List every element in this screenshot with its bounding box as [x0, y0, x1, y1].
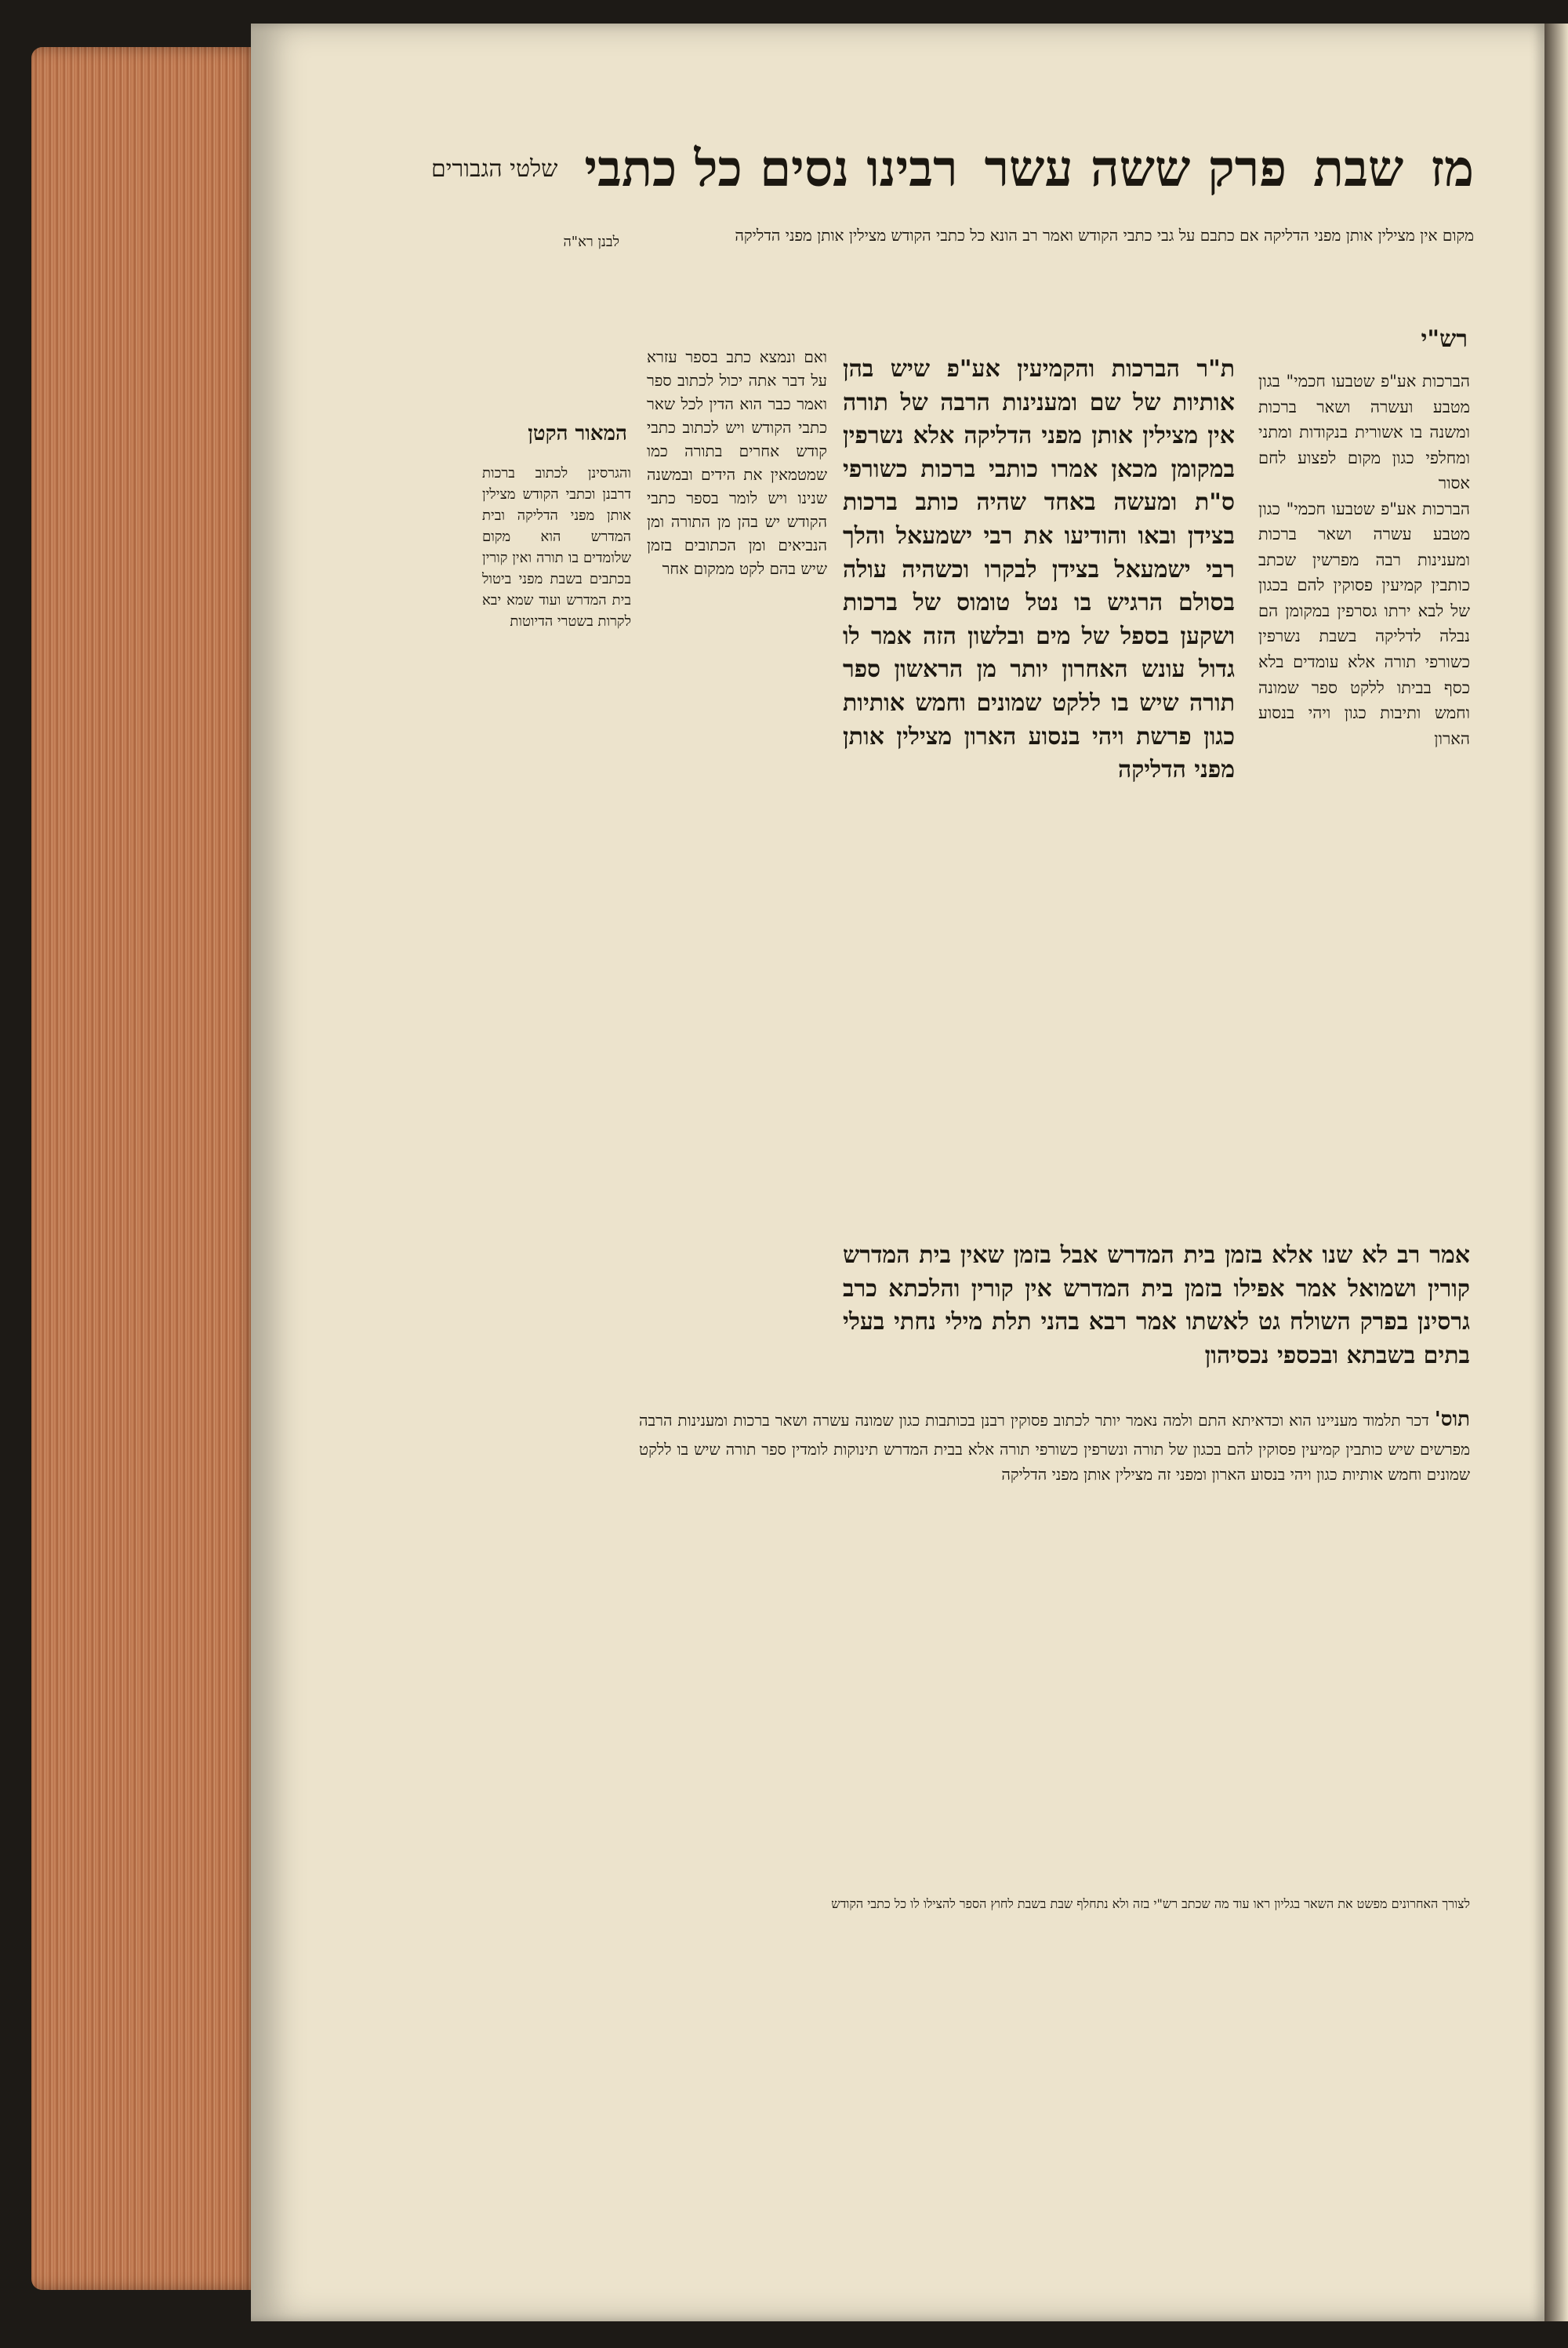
side-label: שלטי הגבורים: [430, 154, 558, 183]
maor-column: [482, 463, 631, 632]
tosafot-column: [647, 345, 827, 580]
rashi-commentary: [1258, 369, 1470, 751]
rashi-intro-text: מקום אין מצילין אותן מפני הדליקה אם כתבם על גבי כתבי הקודש ואמר רב הונא כל כתבי הקודש מצילין אותן מפני הדליקה: [735, 226, 1474, 245]
tractate-name: שבת: [1313, 139, 1404, 198]
footnote-text: לצורך האחרונים מפשט את השאר בגליון ראו עוד מה שכתב רש"י בזה ולא נתחלף שבת בשבת לחוץ הספר להצילו לו כל כתבי הקודש: [831, 1896, 1470, 1911]
tosafot-label: תוס': [1434, 1408, 1470, 1431]
tosafot-bottom-text: דכר תלמוד מעניינו הוא וכדאיתא התם ולמה נאמר יותר לכתוב פסוקין רבנן בכותבות כגון שמונה עשרה ושאר ברכות ומענינות הרבה מפרשים שיש כותבין קמיעין פסוקין להם בכגון של תורה ונשרפין כשורפי תורה אלא בבית המדרש תינוקות לומדין ספר תורה שיש בו ללקט שמונים וחמש אותיות כגון ויהי בנסוע הארון ומפני זה מצילין אותן מפני הדליקה: [639, 1411, 1470, 1484]
rashi-text: הברכות אע"פ שטבעו חכמי" בגון מטבע ועשרה ושאר ברכות ומשנה בו אשורית בנקודות ומתני ומחלפי כגון מקום לפצוע לחם אסור: [1258, 372, 1470, 493]
maor-text: והגרסינן לכתוב ברכות דרבנן וכתבי הקודש מצילין אותן מפני הדליקה ובית המדרש הוא מקום שלומדים בו תורה ואין קורין בכתבים בשבת מפני ביטול בית המדרש ועוד שמא יבא לקרות בשטרי הדיוטות: [482, 465, 631, 630]
page-letter: מז: [1430, 139, 1474, 198]
page-header: [368, 137, 1474, 200]
chapter-name: פרק ששה עשר: [984, 139, 1287, 198]
footnote: [639, 1894, 1470, 1914]
main-text-paragraph: ת"ר הברכות והקמיעין אע"פ שיש בהן אותיות של שם ומענינות הרבה של תורה אין מצילין אותן מפני הדליקה אלא נשרפין במקומן מכאן אמרו כותבי ברכות כשורפי ס"ת ומעשה באחד שהיה כותב ברכות בצידן ובאו והודיעו את רבי ישמעאל והלך רבי ישמעאל בצידן לבקרו וכשהיה עולה בסולם הרגיש בו נטל טומוס של ברכות ושקען בספל של מים ובלשון הזה אמר לו גדול עונש האחרון יותר מן הראשון ספר תורה שיש בו ללקט שמונים וחמש אותיות כגון פרשת ויהי בנסוע הארון מצילין אותן מפני הדליקה: [843, 355, 1235, 784]
main-text-cont-paragraph: אמר רב לא שנו אלא בזמן בית המדרש אבל בזמן שאין בית המדרש קורין ושמואל אמר אפילו בזמן בית המדרש אין קורין והלכתא כרב גרסינן בפרק השולח גט לאשתו אמר רבא בהני תלת מילי נחתי בעלי בתים בשבתא ובכספי נכסיהון: [843, 1241, 1470, 1369]
maor-label: לבנן רא"ה: [563, 234, 619, 250]
main-text-column: [843, 353, 1235, 787]
rashi-intro: [564, 224, 1474, 248]
book-page-edges: [31, 47, 259, 2290]
maor-title: המאור הקטן: [528, 422, 627, 445]
tosafot-text: ואם ונמצא כתב בספר עזרא על דבר אתה יכול לכתוב ספר ואמר כבר הוא הדין לכל שאר כתבי הקודש ויש לכתוב כתבי קודש אחרים בתורה כמו שמטמאין את הידים ובמשנה שנינו ויש לומר בספר כתבי הקודש יש בהן מן התורה ומן הנביאים ומן הכתובים בזמן שיש בהם לקט ממקום אחר: [647, 347, 827, 578]
right-comment-text: הברכות אע"פ שטבעו חכמי" כגון מטבע עשרה ושאר ברכות ומענינות רבה מפרשין שכתב כותבין קמיעין פסוקין להם בכגון של לבא ירתו גסרפין במקומן הם נבלה לדליקה בשבת נשרפין כשורפי תורה אלא עומדים בלא כסף בביתו ללקט ספר שמונה וחמש ותיבות כגון ויהי בנסוע הארון: [1258, 499, 1470, 748]
book-gutter: [1541, 24, 1568, 2321]
rashi-title: רש"י: [1421, 325, 1468, 353]
book-page: [251, 24, 1544, 2321]
main-text-continuation: [843, 1239, 1470, 1372]
tosafot-bottom-block: [639, 1404, 1470, 1487]
running-title: רבינו נסים כל כתבי: [584, 139, 958, 198]
